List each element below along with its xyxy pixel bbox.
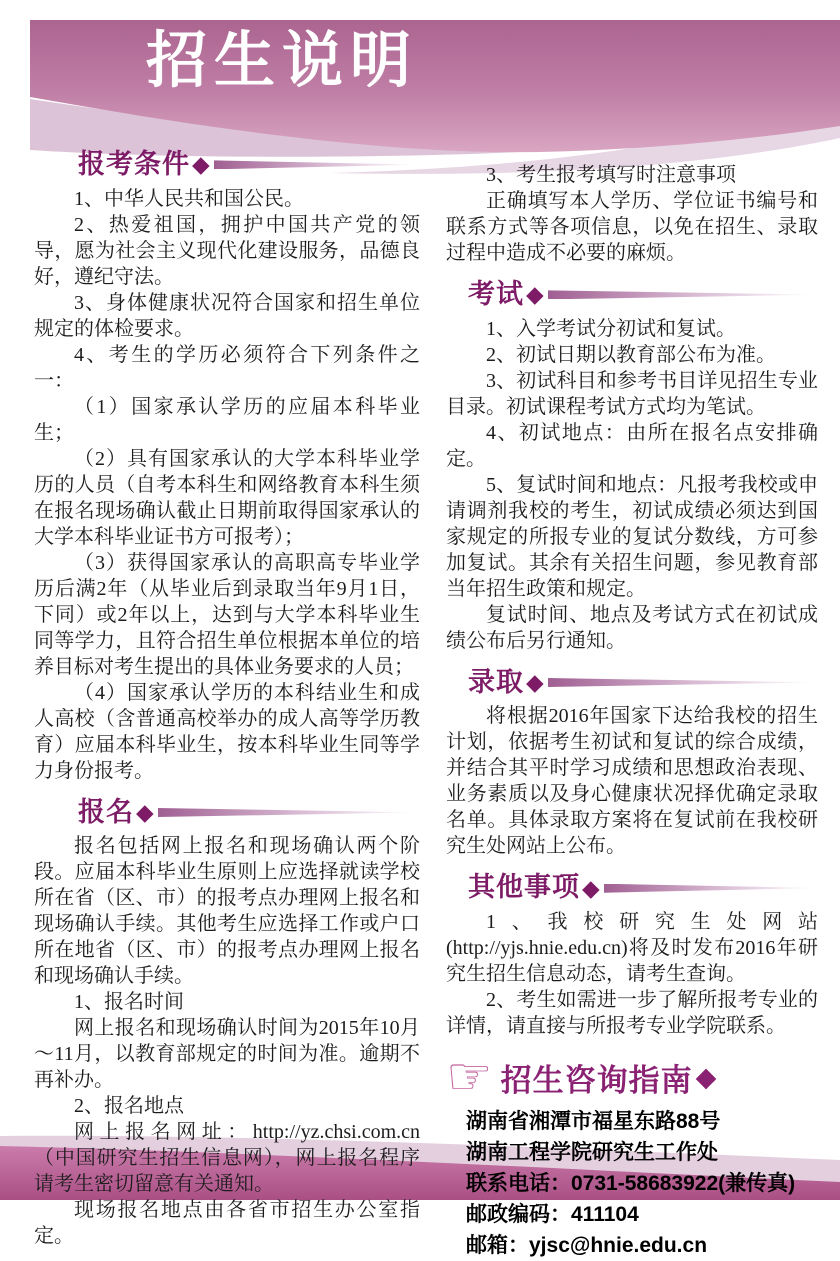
left-column bbox=[34, 150, 420, 1261]
paragraph: 现场报名地点由各省市招生办公室指定。 bbox=[34, 1199, 420, 1248]
section-header-baoming bbox=[78, 798, 420, 828]
section-title-qita: 其他事项 bbox=[468, 872, 580, 903]
paragraph: 报名包括网上报名和现场确认两个阶段。应届本科毕业生原则上应选择就读学校所在省（区、市）的报考点办理网上报名和现场确认手续。其他考生应选择工作或户口所在地省（区、市）的报考点办理网上报名和现场确认手续。 bbox=[34, 835, 420, 988]
paragraph: 1、入学考试分初试和复试。 bbox=[486, 317, 736, 340]
page-title: 招生说明 bbox=[146, 25, 419, 96]
paragraph: （4）国家承认学历的本科结业生和成人高校（含普通高校举办的成人高等学历教育）应届本科毕业生，按本科毕业生同等学力身份报考。 bbox=[34, 681, 420, 782]
section-title-kaoshi: 考试 bbox=[468, 279, 524, 309]
online-signup-url-line: 网上报名网址：http://yz.chsi.com.cn（中国研究生招生信息网），网上报名程序请考生密切留意有关通知。 bbox=[34, 1121, 420, 1196]
paragraph: 3、初试科目和参考书目详见招生专业目录。初试课程考试方式均为笔试。 bbox=[446, 369, 818, 418]
paragraph: 3、考生报考填写时注意事项 bbox=[486, 164, 736, 186]
paragraph: 5、复试时间和地点：凡报考我校或申请调剂我校的考生，初试成绩必须达到国家规定的所报专业的复试分数线，方可参加复试。其余有关招生问题，参见教育部当年招生政策和规定。 bbox=[446, 473, 818, 600]
pointing-hand-icon: ☞ bbox=[446, 1046, 493, 1107]
diamond-icon: ◆ bbox=[582, 875, 600, 901]
paragraph: 2、初试日期以教育部公布为准。 bbox=[486, 343, 776, 366]
paragraph: 正确填写本人学历、学位证书编号和联系方式等各项信息，以免在招生、录取过程中造成不必要的麻烦。 bbox=[446, 190, 818, 264]
paragraph: 1、中华人民共和国公民。 bbox=[74, 187, 304, 210]
section-header-baokao bbox=[78, 150, 420, 180]
paragraph: 4、初试地点：由所在报名点安排确定。 bbox=[446, 421, 818, 470]
contact-phone-line: 联系电话：0731-58683922(兼传真) bbox=[466, 1172, 796, 1196]
swoosh-line bbox=[158, 808, 420, 817]
paragraph: 4、考生的学历必须符合下列条件之一： bbox=[34, 343, 420, 392]
swoosh-line bbox=[604, 884, 818, 893]
diamond-icon: ◆ bbox=[192, 152, 210, 178]
contact-email-line: 邮箱：yjsc@hnie.edu.cn bbox=[466, 1234, 708, 1258]
diamond-icon: ◆ bbox=[695, 1062, 717, 1093]
paragraph: 将根据2016年国家下达给我校的招生计划，依据考生初试和复试的综合成绩，并结合其平时学习成绩和思想政治表现、业务素质以及身心健康状况择优确定录取名单。具体录取方案将在复试前在我校研究生处网站上公布。 bbox=[446, 705, 818, 858]
swoosh-line bbox=[214, 160, 420, 169]
right-column bbox=[446, 150, 818, 1261]
paragraph: 2、报名地点 bbox=[74, 1095, 184, 1118]
paragraph: （1）国家承认学历的应届本科毕业生； bbox=[34, 395, 420, 444]
contact-info-block bbox=[466, 1106, 818, 1261]
contact-postcode-line: 邮政编码：411104 bbox=[466, 1203, 639, 1227]
diamond-icon: ◆ bbox=[136, 800, 154, 826]
contact-office-line: 湖南工程学院研究生工作处 bbox=[466, 1141, 718, 1165]
swoosh-line bbox=[548, 290, 818, 299]
section-header-luqu bbox=[468, 668, 818, 698]
paragraph: （2）具有国家承认的大学本科毕业学历的人员（自考本科生和网络教育本科生须在报名现场确认截止日期前取得国家承认的大学本科毕业证书方可报考）； bbox=[34, 447, 420, 548]
diamond-icon: ◆ bbox=[526, 670, 544, 696]
paragraph: 网上报名和现场确认时间为2015年10月～11月，以教育部规定的时间为准。逾期不再补办。 bbox=[34, 1017, 420, 1092]
paragraph: 复试时间、地点及考试方式在初试成绩公布后另行通知。 bbox=[446, 603, 818, 652]
grad-school-url-line: 1、我校研究生处网站(http://yjs.hnie.edu.cn)将及时发布2016年研究生招生信息动态，请考生查询。 bbox=[446, 911, 818, 986]
swoosh-line bbox=[548, 678, 818, 687]
section-title-baoming: 报名 bbox=[78, 796, 134, 827]
section-title-baokao: 报考条件 bbox=[78, 149, 190, 179]
diamond-icon: ◆ bbox=[526, 282, 544, 308]
section-header-kaoshi bbox=[468, 280, 818, 310]
paragraph: 2、考生如需进一步了解所报考专业的详情，请直接与所报考专业学院联系。 bbox=[446, 989, 818, 1038]
two-column-body bbox=[34, 150, 818, 1261]
contact-address-line: 湖南省湘潭市福星东路88号 bbox=[466, 1110, 721, 1134]
section-header-qita bbox=[468, 873, 818, 903]
paragraph: （3）获得国家承认的高职高专毕业学历后满2年（从毕业后到录取当年9月1日，下同）或2年以上，达到与大学本科毕业生同等学力，且符合招生单位根据本单位的培养目标对考生提出的具体业务要求的人员； bbox=[34, 551, 420, 678]
section-header-zixun bbox=[446, 1046, 818, 1107]
section-title-zixun: 招生咨询指南 bbox=[500, 1063, 693, 1099]
paragraph: 2、热爱祖国，拥护中国共产党的领导，愿为社会主义现代化建设服务，品德良好，遵纪守法。 bbox=[34, 213, 420, 288]
paragraph: 3、身体健康状况符合国家和招生单位规定的体检要求。 bbox=[34, 291, 420, 340]
paragraph: 1、报名时间 bbox=[74, 991, 184, 1014]
section-title-luqu: 录取 bbox=[468, 666, 524, 697]
